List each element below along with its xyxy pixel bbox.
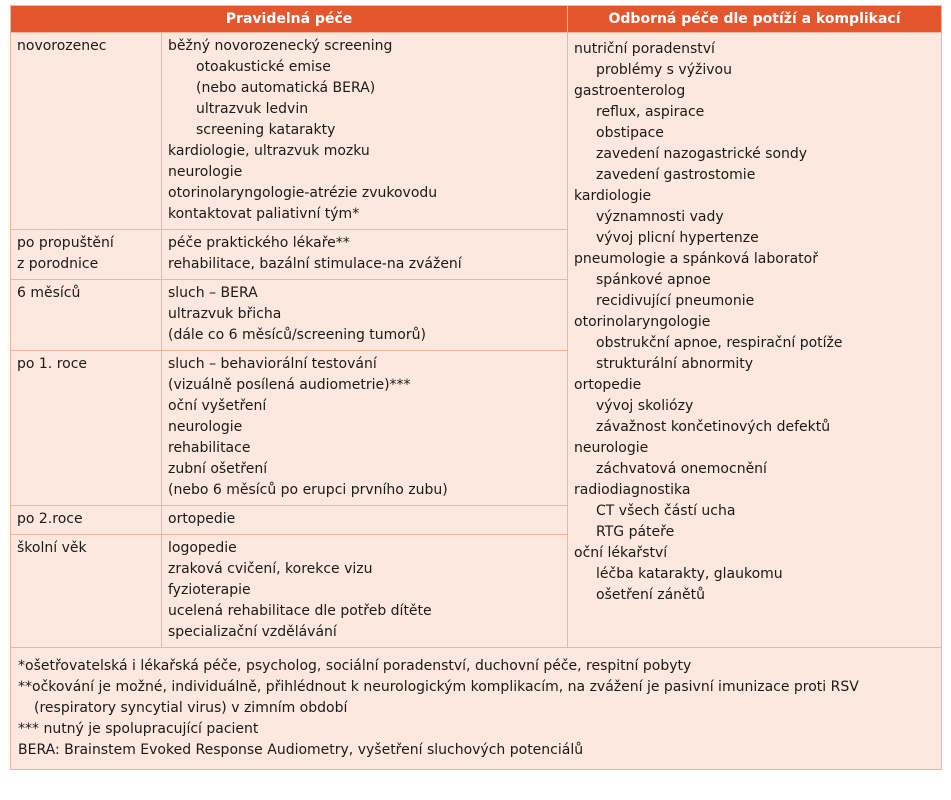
header-regular-care: Pravidelná péče [11, 6, 568, 33]
specialized-subitem: CT všech částí ucha [596, 503, 736, 519]
care-item: sluch – BERA [168, 285, 258, 301]
footnote-2: **očkování je možné, individuálně, přihlédnout k neurologickým komplikacím, na zvážení je pasivní imunizace proti RSV [18, 679, 859, 695]
care-item: péče praktického lékaře** [168, 235, 350, 251]
care-item: logopedie [168, 540, 237, 556]
footnotes [11, 648, 942, 770]
specialized-category: gastroenterolog [574, 83, 686, 99]
specialized-category: neurologie [574, 440, 649, 456]
regular-care-cell [162, 280, 568, 351]
specialized-subitem: problémy s výživou [596, 62, 732, 78]
age-label: po 2.roce [17, 511, 83, 527]
care-item: rehabilitace [168, 440, 251, 456]
footnote-3: *** nutný je spolupracující pacient [18, 721, 259, 737]
care-item: zubní ošetření [168, 461, 268, 477]
age-label: 6 měsíců [17, 285, 81, 301]
specialized-subitem: spánkové apnoe [596, 272, 711, 288]
age-cell [11, 351, 162, 506]
table-row [11, 33, 942, 230]
care-item: screening katarakty [196, 122, 336, 138]
specialized-subitem: záchvatová onemocnění [596, 461, 767, 477]
age-label: novorozenec [17, 38, 107, 54]
care-item: zraková cvičení, korekce vizu [168, 561, 373, 577]
age-cell [11, 280, 162, 351]
regular-care-cell [162, 230, 568, 280]
specialized-category: oční lékařství [574, 545, 668, 561]
care-item: ultrazvuk břicha [168, 306, 282, 322]
care-item: ortopedie [168, 511, 236, 527]
age-cell [11, 535, 162, 648]
notes-row [11, 648, 942, 770]
regular-care-cell [162, 535, 568, 648]
specialized-category: kardiologie [574, 188, 652, 204]
care-item: kardiologie, ultrazvuk mozku [168, 143, 370, 159]
age-cell [11, 506, 162, 535]
care-item: rehabilitace, bazální stimulace-na zvážení [168, 256, 462, 272]
age-label: po propuštění [17, 235, 114, 251]
specialized-subitem: závažnost končetinových defektů [596, 419, 831, 435]
regular-care-cell [162, 351, 568, 506]
footnote-1: *ošetřovatelská i lékařská péče, psycholog, sociální poradenství, duchovní péče, respitní pobyty [18, 658, 692, 674]
care-item: otoakustické emise [196, 59, 331, 75]
care-item: specializační vzdělávání [168, 624, 337, 640]
age-cell [11, 230, 162, 280]
specialized-category: radiodiagnostika [574, 482, 691, 498]
care-item: (vizuálně posílená audiometrie)*** [168, 377, 411, 393]
specialized-care-cell [568, 33, 942, 648]
specialized-subitem: zavedení gastrostomie [596, 167, 756, 183]
specialized-subitem: vývoj plicní hypertenze [596, 230, 759, 246]
care-item: neurologie [168, 419, 243, 435]
regular-care-cell [162, 506, 568, 535]
specialized-subitem: vývoj skoliózy [596, 398, 694, 414]
specialized-subitem: ošetření zánětů [596, 587, 706, 603]
care-item: neurologie [168, 164, 243, 180]
footnote-2-continued: (respiratory syncytial virus) v zimním období [34, 700, 348, 716]
care-item: (nebo 6 měsíců po erupci prvního zubu) [168, 482, 448, 498]
care-item: otorinolaryngologie-atrézie zvukovodu [168, 185, 438, 201]
care-item: kontaktovat paliativní tým* [168, 206, 360, 222]
age-label: po 1. roce [17, 356, 88, 372]
care-item: (nebo automatická BERA) [196, 80, 376, 96]
specialized-category: pneumologie a spánková laboratoř [574, 251, 818, 267]
specialized-category: otorinolaryngologie [574, 314, 711, 330]
specialized-subitem: strukturální abnormity [596, 356, 754, 372]
header-specialized-care: Odborná péče dle potíží a komplikací [568, 6, 942, 33]
care-item: ultrazvuk ledvin [196, 101, 309, 117]
age-label: školní věk [17, 540, 87, 556]
specialized-subitem: reflux, aspirace [596, 104, 705, 120]
header-row [11, 6, 942, 33]
care-item: sluch – behaviorální testování [168, 356, 377, 372]
specialized-subitem: RTG páteře [596, 524, 675, 540]
specialized-subitem: obstipace [596, 125, 664, 141]
specialized-category: nutriční poradenství [574, 41, 715, 57]
specialized-category: ortopedie [574, 377, 642, 393]
specialized-subitem: významnosti vady [596, 209, 724, 225]
age-label: z porodnice [17, 256, 99, 272]
care-item: (dále co 6 měsíců/screening tumorů) [168, 327, 426, 343]
specialized-subitem: recidivující pneumonie [596, 293, 755, 309]
footnote-bera: BERA: Brainstem Evoked Response Audiometry, vyšetření sluchových potenciálů [18, 742, 584, 758]
care-item: oční vyšetření [168, 398, 267, 414]
care-item: běžný novorozenecký screening [168, 38, 393, 54]
care-table [10, 5, 942, 770]
specialized-subitem: léčba katarakty, glaukomu [596, 566, 783, 582]
specialized-subitem: obstrukční apnoe, respirační potíže [596, 335, 843, 351]
age-cell [11, 33, 162, 230]
care-item: fyzioterapie [168, 582, 251, 598]
specialized-subitem: zavedení nazogastrické sondy [596, 146, 808, 162]
care-item: ucelená rehabilitace dle potřeb dítěte [168, 603, 432, 619]
regular-care-cell [162, 33, 568, 230]
